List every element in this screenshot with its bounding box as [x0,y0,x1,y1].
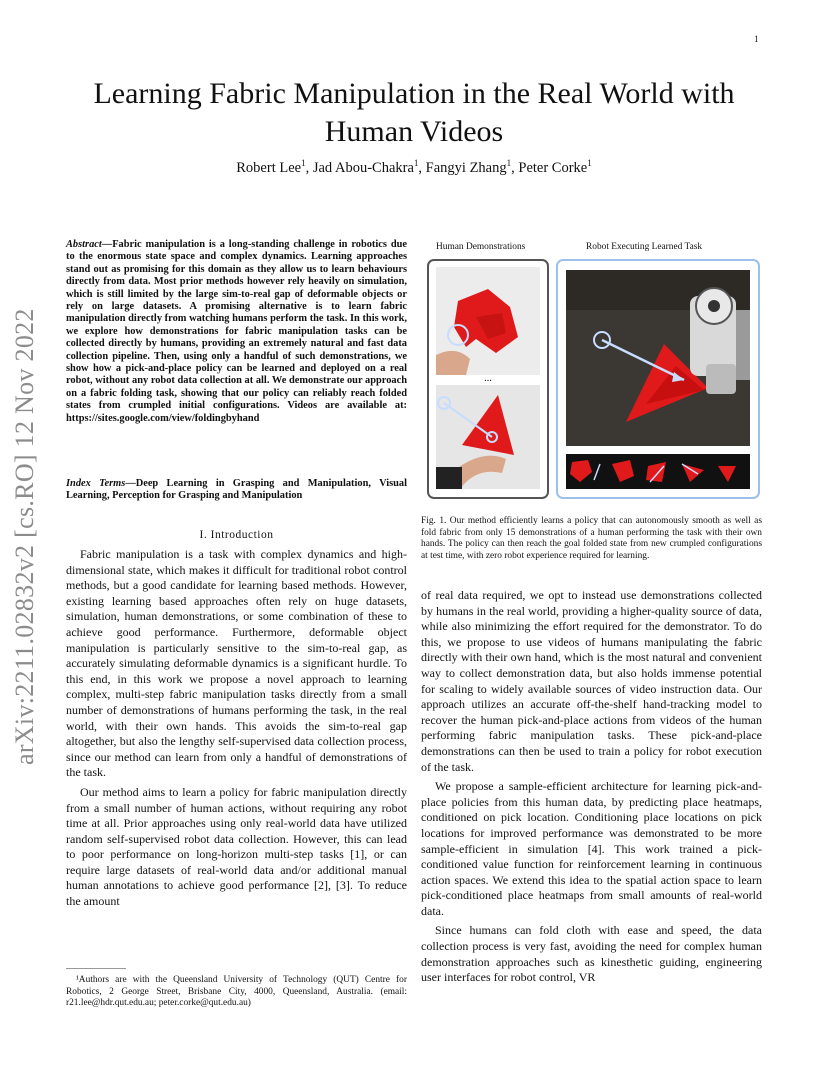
author-affiliation: 1 [413,158,419,168]
human-demo-photo-2 [436,385,540,489]
footnote: ¹Authors are with the Queensland University of Technology (QUT) Centre for Robotics, 2 George Street, Brisbane City, 4000, Queensland, Australia. (email: r21.lee@hdr.qut.edu.au; peter.corke@qut.edu.au) [66,975,407,1009]
intro-column [66,547,407,914]
abstract [66,239,407,425]
robot-photo [566,270,750,446]
author-name: Robert Lee [236,159,302,176]
author-name: Peter Corke [518,159,588,176]
intro-paragraph: Our method aims to learn a policy for fabric manipulation directly from a small number of human actions, without requiring any robot time at all. Prior approaches using only real-world data have utilized random self-supervised robot data collection. However, this can lead to poor performance on long-horizon multi-step tasks [1], or can require large datasets of real-world data and/or additional manual human annotations to achieve good performance [2], [3]. To reduce the amount [66,784,407,909]
page-number: 1 [754,34,759,44]
body-paragraph: of real data required, we opt to instead use demonstrations collected by humans in the real world, providing a higher-quality source of data, while also minimizing the effort required for the demonstrator. To do this, we propose to use videos of humans manipulating the fabric directly with their own hand, which is the most natural and convenient way to collect demonstration data, but also holds immense potential for scaling to widely available sources of video instruction data. Our approach utilizes an accurate off-the-shelf hand-tracking model to recover the human pick-and-place actions from videos of the human performing fabric manipulation tasks. These pick-and-place demonstrations can then be used to train a policy for robot execution of the task. [421,588,762,774]
figure-ellipsis: ... [484,373,492,384]
abstract-text: —Fabric manipulation is a long-standing challenge in robotics due to the enormous state space and complex dynamics. Learning approaches stand out as promising for this domain as they allow us to learn behaviours directly from data. Most prior methods however rely heavily on simulation, which is still limited by the large sim-to-real gap of deformable objects or rely on large datasets. A promising alternative is to learn fabric manipulation directly from watching humans perform the task. In this work, we explore how demonstrations for fabric manipulation tasks can be collected directly by humans, providing an extremely natural and fast data collection pipeline. Then, using only a handful of such demonstrations, we show how a pick-and-place policy can be learned and deployed on a real robot, without any robot data collection at all. We demonstrate our approach on a fabric folding task, showing that our policy can reliably reach folded states from crumpled initial configurations. Videos are available at: https://sites.google.com/view/foldingbyhand [66,239,407,424]
human-demo-photo-1 [436,267,540,375]
index-terms [66,478,407,503]
author-affiliation: 1 [301,158,306,168]
author-affiliation: 1 [506,158,512,168]
author-affiliation: 1 [587,158,592,168]
paper-title: Learning Fabric Manipulation in the Real World with Human Videos [93,77,735,148]
index-terms-text: —Deep Learning in Grasping and Manipulation, Visual Learning, Perception for Grasping and Manipulation [66,478,407,502]
index-terms-label: Index Terms [66,478,126,489]
figure-label-robot: Robot Executing Learned Task [586,242,703,252]
author-name: Jad Abou-Chakra [312,159,414,176]
section-heading: I. Introduction [199,529,274,541]
robot-execution-panel [556,259,760,499]
body-paragraph: We propose a sample-efficient architecture for learning pick-and-place policies from this human data, by predicting place heatmaps, conditioned on pick location. Conditioning place locations on pick locations for improved performance was demonstrated to be more sample-efficient in simulation [4]. This work trained a pick-conditioned value function for reinforcement learning in continuous action spaces. We extend this idea to the spatial action space to learn pick-conditioned place heatmaps from small amounts of real-world data. [421,779,762,918]
intro-paragraph: Fabric manipulation is a task with complex dynamics and high-dimensional state, which makes it difficult for traditional robot control methods, but a good candidate for learning based methods. However, existing learning based approaches often rely on huge datasets, simulation, human demonstrations, or some combination of these to achieve good performance. Furthermore, deformable object manipulation is particularly sensitive to the sim-to-real gap, as accurately simulating deformable dynamics is a significant hurdle. To this end, in this work we propose a novel approach to learning complex, multi-step fabric manipulation tasks directly from a small number of demonstrations of humans performing the task, in the real world, with their own hands. This avoids the sim-to-real gap altogether, but also the lengthy self-supervised data collection process, since our method can learn from only a handful of demonstrations of the task. [66,547,407,780]
figure-label-human: Human Demonstrations [436,242,526,252]
sleeve-shape [436,467,462,489]
right-column [421,588,762,990]
hand-shape [436,351,470,375]
footnote-rule [66,968,126,969]
author-list: Robert Lee$^1$, Jad Abou-Chakra$^1$, Fangyi Zhang$^1$, Peter Corke$^1$ [236,158,592,176]
robot-sequence-strip [566,454,750,489]
body-paragraph: Since humans can fold cloth with ease and speed, the data collection process is very fast, avoiding the need for complex human demonstration approaches such as kinesthetic guiding, engineering user interfaces for robot control, VR [421,923,762,985]
author-name: Fangyi Zhang [425,159,507,176]
abstract-label: Abstract [66,239,102,250]
figure-caption: Fig. 1. Our method efficiently learns a policy that can autonomously smooth as well as fold fabric from only 15 demonstrations of a human performing the task with their own hands. The policy can then reach the goal folded state from new crumpled configurations at test time, with zero robot experience required for learning. [421,516,762,561]
fabric-shape [462,395,514,455]
arxiv-stamp: arXiv:2211.02832v2 [cs.RO] 12 Nov 2022 [10,308,39,765]
human-demonstrations-panel [427,259,549,499]
